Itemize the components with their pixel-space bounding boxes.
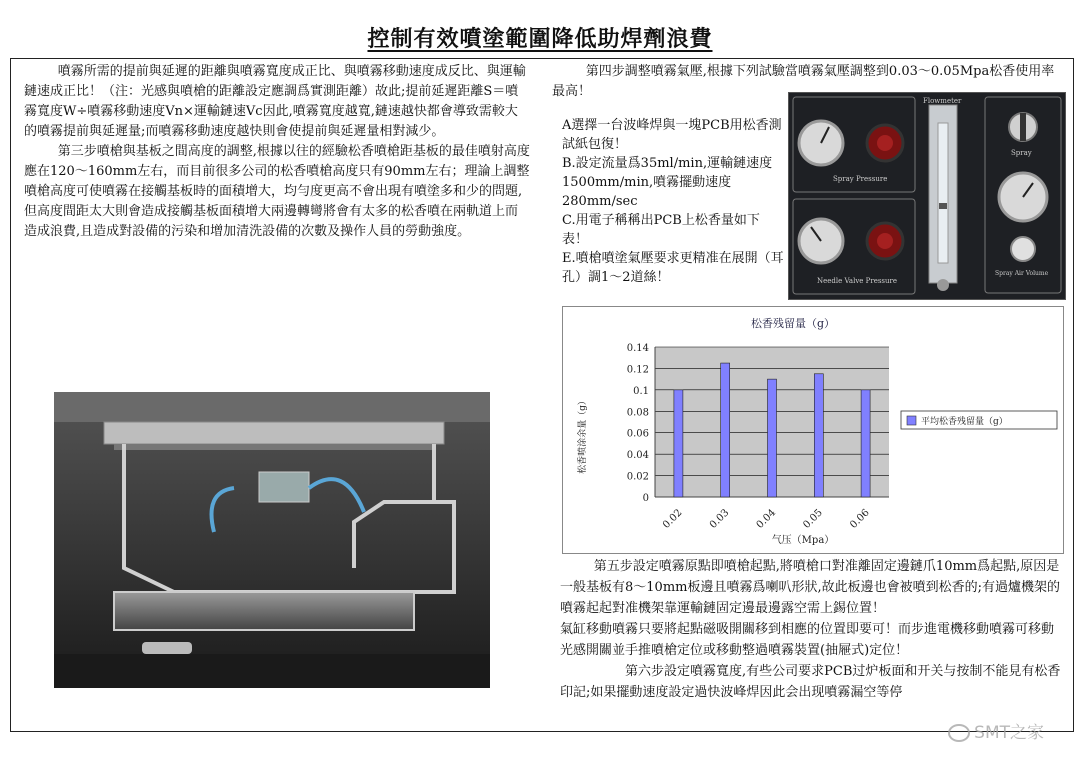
chart-bar bbox=[861, 390, 870, 497]
flowmeter-label: Flowmeter bbox=[923, 97, 962, 105]
chart-y-tick-label: 0.02 bbox=[626, 471, 649, 483]
chart-x-tick-label: 0.06 bbox=[848, 507, 872, 531]
chart-x-tick-label: 0.05 bbox=[801, 507, 825, 531]
spray-label: Spray bbox=[1011, 149, 1032, 157]
chart-bar bbox=[768, 379, 777, 497]
chart-y-tick-label: 0.1 bbox=[633, 385, 649, 397]
spray-air-gauge-icon bbox=[999, 173, 1047, 221]
page-title: 控制有效噴塗範圍降低助焊劑浪費 bbox=[367, 26, 713, 52]
chart-x-tick-label: 0.03 bbox=[707, 507, 732, 531]
chart-legend bbox=[901, 411, 1057, 429]
test-step-e: E.噴槍噴塗氣壓要求更精准在展開（耳孔）調1～2道絲！ bbox=[562, 251, 784, 285]
spray-nozzle-rail-icon bbox=[104, 422, 444, 450]
chart-y-tick-label: 0.14 bbox=[626, 343, 649, 354]
spray-pressure-gauge-icon bbox=[799, 121, 843, 165]
needle-pressure-gauge-icon bbox=[799, 219, 843, 263]
test-step-b: B.設定流量爲35ml/min,運輸鏈速度1500mm/min,噴霧擺動速度280mm/sec bbox=[562, 156, 773, 209]
spray-air-label: Spray Air Volume bbox=[995, 270, 1049, 277]
chart-x-tick-label: 0.02 bbox=[660, 507, 685, 531]
chart-y-tick-label: 0.12 bbox=[626, 364, 649, 376]
chart-plot-area bbox=[627, 343, 889, 531]
gauge2-label: Needle Valve Pressure bbox=[817, 277, 898, 285]
chart-x-axis-label: 气压（Mpa） bbox=[771, 535, 835, 546]
test-step-a: A選擇一台波峰焊與一塊PCB用松香測試紙包復！ bbox=[562, 118, 782, 152]
step5-text: 第五步設定噴霧原點即噴槍起點,將噴槍口對准離固定邊鏈爪10mm爲起點,原因是一般基板有8～10mm板邊且噴霧爲喇叭形狀,故此板邊也會被噴到松香的;有過爐機架的噴霧起起對准機架靠運輸鏈固定邊最邊露空需上錫位置！ bbox=[560, 559, 1060, 616]
step4-text: 第四步調整噴霧氣壓,根據下列試驗當噴霧氣壓調整到0.03～0.05Mpa松香使用率最高！ bbox=[552, 64, 1055, 99]
right-column-bottom bbox=[560, 556, 1066, 703]
test-step-c: C.用電子稱稱出PCB上松香量如下表！ bbox=[562, 213, 760, 247]
paragraph-step3: 第三步噴槍與基板之間高度的調整,根據以往的經驗松香噴槍距基板的最佳噴射高度應在120～160mm左右，而目前很多公司的松香噴槍高度只有90mm左右；理論上調整噴槍高度可使噴霧在接觸基板時的面積增大，均勻度更高不會出現有噴塗多和少的問題,但高度間距太大則會造成接觸基板面積增大兩邊轉彎將會有太多的松香噴在兩軌道上而造成浪費,且造成對設備的污染和增加清洗設備的次數及操作人員的勞動強度。 bbox=[24, 144, 530, 239]
legend-label: 平均松香残留量（g） bbox=[921, 417, 1008, 427]
legend-swatch bbox=[907, 416, 916, 425]
red-regulator-knob-icon bbox=[867, 223, 903, 259]
rosin-residue-chart bbox=[562, 306, 1064, 554]
flowmeter-icon bbox=[929, 105, 957, 291]
chart-title: 松香残留量（g） bbox=[750, 317, 836, 330]
watermark: SMT之家 bbox=[948, 718, 1044, 743]
knob-icon bbox=[1011, 237, 1035, 261]
chart-svg bbox=[563, 307, 1063, 553]
chart-y-tick-label: 0.08 bbox=[626, 407, 649, 419]
chart-y-axis-label: 松香喷涂余量（g） bbox=[578, 396, 588, 474]
control-panel-photo bbox=[788, 92, 1066, 300]
paragraph-spray-distance: 噴霧所需的提前與延遲的距離與噴霧寬度成正比、與噴霧移動速度成反比、與運輸鏈速成正比！（注：光感與噴槍的距離設定應調爲實測距離）故此;提前延遲距離S＝噴霧寬度W÷噴霧移動速度Vn×運輸鏈速Vc因此,噴霧寬度越寬,鏈速越快都會導致需較大的噴霧提前與延遲量;而噴霧移動速度越快則會使提前與延遲量相對減少。 bbox=[24, 64, 526, 139]
chart-bar bbox=[721, 363, 730, 497]
chart-y-tick-label: 0 bbox=[642, 493, 649, 504]
gauge1-label: Spray Pressure bbox=[833, 175, 888, 183]
chart-bar bbox=[814, 374, 823, 497]
chart-y-tick-label: 0.04 bbox=[626, 450, 649, 462]
test-steps-list bbox=[562, 116, 784, 287]
spray-switch-icon bbox=[1009, 113, 1037, 141]
red-regulator-knob-icon bbox=[867, 125, 903, 161]
wechat-icon bbox=[948, 724, 970, 742]
step6-text: 第六步設定噴霧寬度,有些公司要求PCB过炉板面和开关与按制不能見有松香印記;如果擺動速度設定過快波峰焊因此会出现噴霧漏空等停 bbox=[560, 664, 1061, 700]
left-column bbox=[24, 62, 530, 242]
chart-bar bbox=[674, 390, 683, 497]
chart-y-tick-label: 0.06 bbox=[626, 428, 649, 440]
chart-x-tick-label: 0.04 bbox=[754, 507, 779, 531]
spray-machine-photo bbox=[54, 392, 490, 688]
step5-cylinder-text: 氣缸移動噴霧只要將起點磁吸開關移到相應的位置即要可！而步進電機移動噴霧可移動光感開關並手推噴槍定位或移動整過噴霧裝置(抽屜式)定位！ bbox=[560, 622, 1055, 658]
